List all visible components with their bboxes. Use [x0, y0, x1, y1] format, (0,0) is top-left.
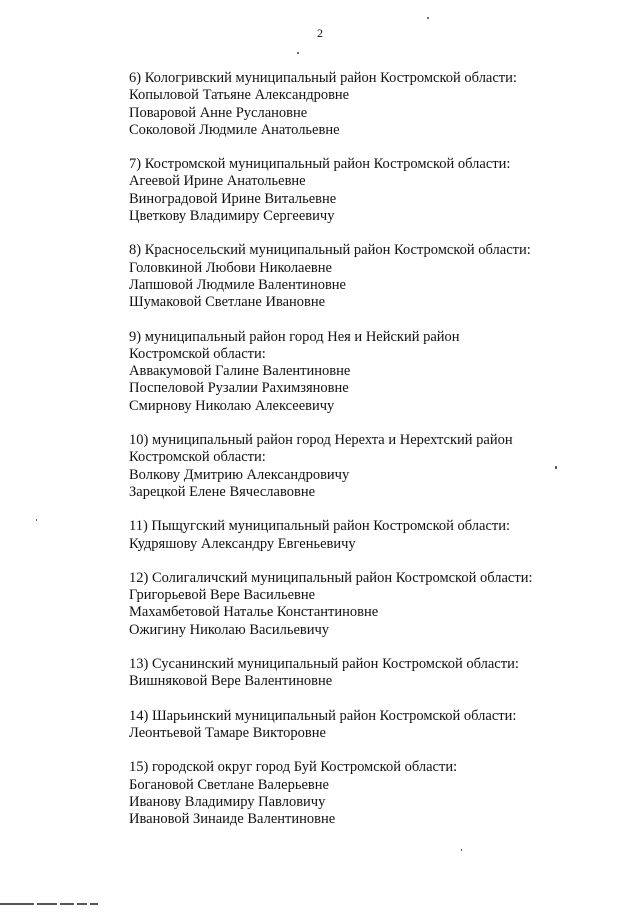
district-heading: 8) Красносельский муниципальный район Костромской области: [129, 242, 531, 259]
district-heading: 12) Солигаличский муниципальный район Костромской области: [129, 569, 533, 586]
scan-speck [36, 519, 37, 521]
district-group-13 [129, 656, 599, 691]
person-name: Леонтьевой Тамаре Викторовне [129, 724, 326, 741]
person-name: Поваровой Анне Руслановне [129, 104, 308, 121]
person-name: Головкиной Любови Николаевне [129, 259, 332, 276]
scan-speck [461, 849, 462, 851]
district-group-10 [129, 432, 599, 501]
person-name: Аввакумовой Галине Валентиновне [129, 363, 351, 380]
scan-speck [297, 52, 299, 54]
person-name: Соколовой Людмиле Анатольевне [129, 121, 340, 138]
person-name: Смирнову Николаю Алексеевичу [129, 397, 335, 414]
district-heading: 6) Кологривский муниципальный район Костромской области: [129, 70, 517, 86]
district-heading-continuation: Костромской области: [129, 449, 266, 466]
person-name: Иванову Владимиру Павловичу [129, 793, 326, 810]
person-name: Цветкову Владимиру Сергеевичу [129, 208, 335, 225]
person-name: Поспеловой Рузалии Рахимзяновне [129, 380, 349, 397]
person-name: Ивановой Зинаиде Валентиновне [129, 811, 336, 828]
district-group-8 [129, 242, 599, 311]
page-number: 2 [317, 26, 323, 40]
person-name: Ожигину Николаю Васильевичу [129, 621, 330, 638]
district-heading: 7) Костромской муниципальный район Костромской области: [129, 156, 511, 173]
person-name: Копыловой Татьяне Александровне [129, 87, 350, 104]
district-heading: 14) Шарьинский муниципальный район Костромской области: [129, 707, 517, 724]
person-name: Агеевой Ирине Анатольевне [129, 173, 306, 190]
district-group-11 [129, 518, 599, 553]
district-group-12 [129, 570, 599, 639]
scan-footer-mark [0, 895, 130, 899]
district-group-7 [129, 156, 599, 225]
district-group-6 [129, 70, 599, 139]
person-name: Волкову Дмитрию Александровичу [129, 466, 350, 483]
person-name: Махамбетовой Наталье Константиновне [129, 604, 379, 621]
document-body [129, 70, 599, 845]
person-name: Богановой Светлане Валерьевне [129, 776, 329, 793]
person-name: Григорьевой Вере Васильевне [129, 587, 316, 604]
district-group-9 [129, 329, 599, 415]
person-name: Лапшовой Людмиле Валентиновне [129, 276, 346, 293]
scan-speck [427, 17, 429, 19]
district-heading: 13) Сусанинский муниципальный район Костромской области: [129, 656, 519, 673]
district-group-14 [129, 708, 599, 743]
person-name: Зарецкой Елене Вячеславовне [129, 483, 316, 500]
person-name: Кудряшову Александру Евгеньевичу [129, 535, 356, 552]
person-name: Шумаковой Светлане Ивановне [129, 294, 326, 311]
scan-speck [555, 466, 557, 469]
district-heading: 10) муниципальный район город Нерехта и Нерехтский район [129, 432, 513, 449]
district-heading: 11) Пыщугский муниципальный район Костромской области: [129, 518, 511, 535]
district-group-15 [129, 759, 599, 828]
person-name: Вишняковой Вере Валентиновне [129, 673, 333, 690]
person-name: Виноградовой Ирине Витальевне [129, 190, 337, 207]
district-heading: 9) муниципальный район город Нея и Нейский район [129, 328, 460, 345]
district-heading: 15) городской округ город Буй Костромской области: [129, 759, 458, 776]
district-heading-continuation: Костромской области: [129, 345, 266, 362]
